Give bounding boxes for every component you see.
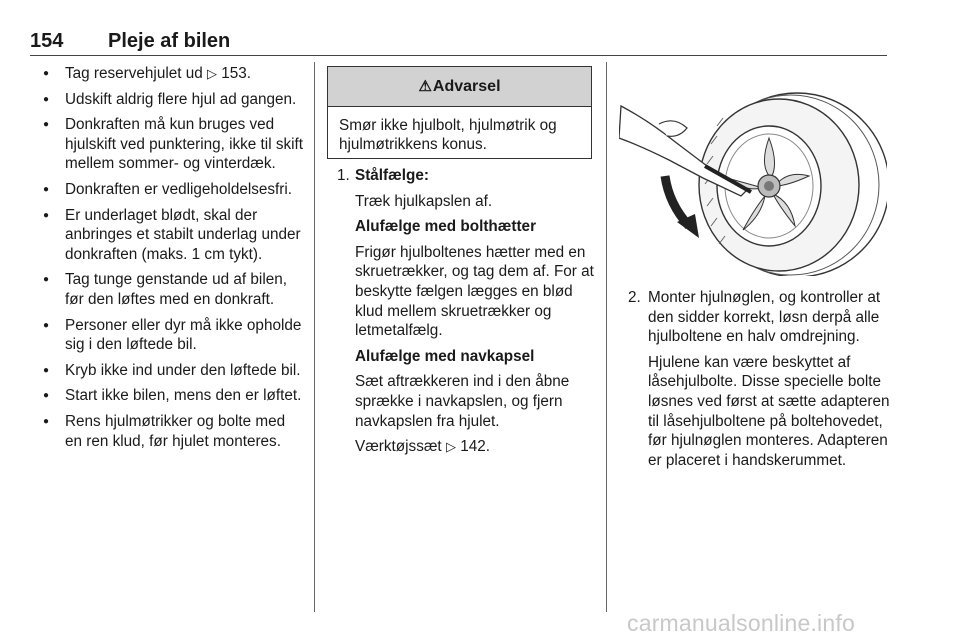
warning-box <box>327 66 592 159</box>
hub-cap-text: Sæt aftrækkeren ind i den åbne sprække i navkapslen, og fjern navkapslen fra hjulet. <box>355 373 570 430</box>
column-divider-right <box>606 62 607 612</box>
bolt-caps-text: Frigør hjulboltenes hætter med en skruetrækker, og tag dem af. For at beskytte fælgen lægges en blød klud mellem skruetrækker og letmetalfælg. <box>355 243 594 340</box>
reference-arrow-icon: ▷ <box>207 66 218 81</box>
middle-column <box>337 166 595 463</box>
list-item: ● Rens hjulmøtrikker og bolte med en ren klud, før hjulet monteres. <box>42 412 306 451</box>
list-item: ● Donkraften er vedligeholdelsesfri. <box>42 180 306 200</box>
step-text: Monter hjulnøglen, og kontroller at den sidder korrekt, løsn derpå alle hjulboltene en halv omdrejning. <box>648 289 881 346</box>
warning-triangle-icon: ⚠ <box>418 78 432 95</box>
reference-arrow-icon: ▷ <box>445 439 456 455</box>
warning-text: Smør ikke hjulbolt, hjulmøtrik og hjulmøtrikkens konus. <box>339 117 557 153</box>
column-divider-left <box>314 62 315 612</box>
watermark: carmanualsonline.info <box>627 610 855 636</box>
list-item: ● Personer eller dyr må ikke opholde sig i den løftede bil. <box>42 316 306 355</box>
list-item: ● Tag tunge genstande ud af bilen, før den løftes med en donkraft. <box>42 270 306 309</box>
page-header <box>30 30 887 56</box>
subheading-bolt-caps: Alufælge med bolthætter <box>355 218 537 236</box>
subheading-hub-cap: Alufælge med navkapsel <box>355 347 535 365</box>
list-item: ● Start ikke bilen, mens den er løftet. <box>42 386 306 406</box>
step-number: 2. <box>628 289 641 306</box>
wheel-illustration <box>619 66 887 276</box>
chapter-title: Pleje af bilen <box>108 30 231 52</box>
list-item: ● Kryb ikke ind under den løftede bil. <box>42 361 306 381</box>
step-title: Stålfælge: <box>355 167 429 184</box>
warning-header <box>328 67 591 107</box>
list-item: ● Udskift aldrig flere hjul ad gangen. <box>42 90 306 110</box>
toolkit-reference: Værktøjssæt ▷ 142. <box>355 438 490 456</box>
right-column <box>628 288 890 476</box>
left-column <box>42 64 306 457</box>
list-item: ● Donkraften må kun bruges ved hjulskift ved punktering, ikke til skift mellem sommer- og vinterdæk. <box>42 115 306 174</box>
note-text: Hjulene kan være beskyttet af låsehjulbolte. Disse specielle bolte løsnes ved først at sætte adapteren til låsehjulboltene på boltehovedet, før hjulnøglen monteres. Adapteren er placeret i handskerummet. <box>648 353 890 469</box>
list-item: ● Tag reservehjulet ud ▷ 153. <box>42 64 306 84</box>
step-number: 1. <box>337 167 350 184</box>
list-item: ● Er underlaget blødt, skal der anbringes et stabilt underlag under donkraften (maks. 1 cm tykt). <box>42 206 306 265</box>
page-number: 154 <box>30 30 64 52</box>
step-text: Træk hjulkapslen af. <box>355 192 493 210</box>
warning-title: Advarsel <box>432 78 501 95</box>
page-reference: 153. <box>221 65 252 82</box>
